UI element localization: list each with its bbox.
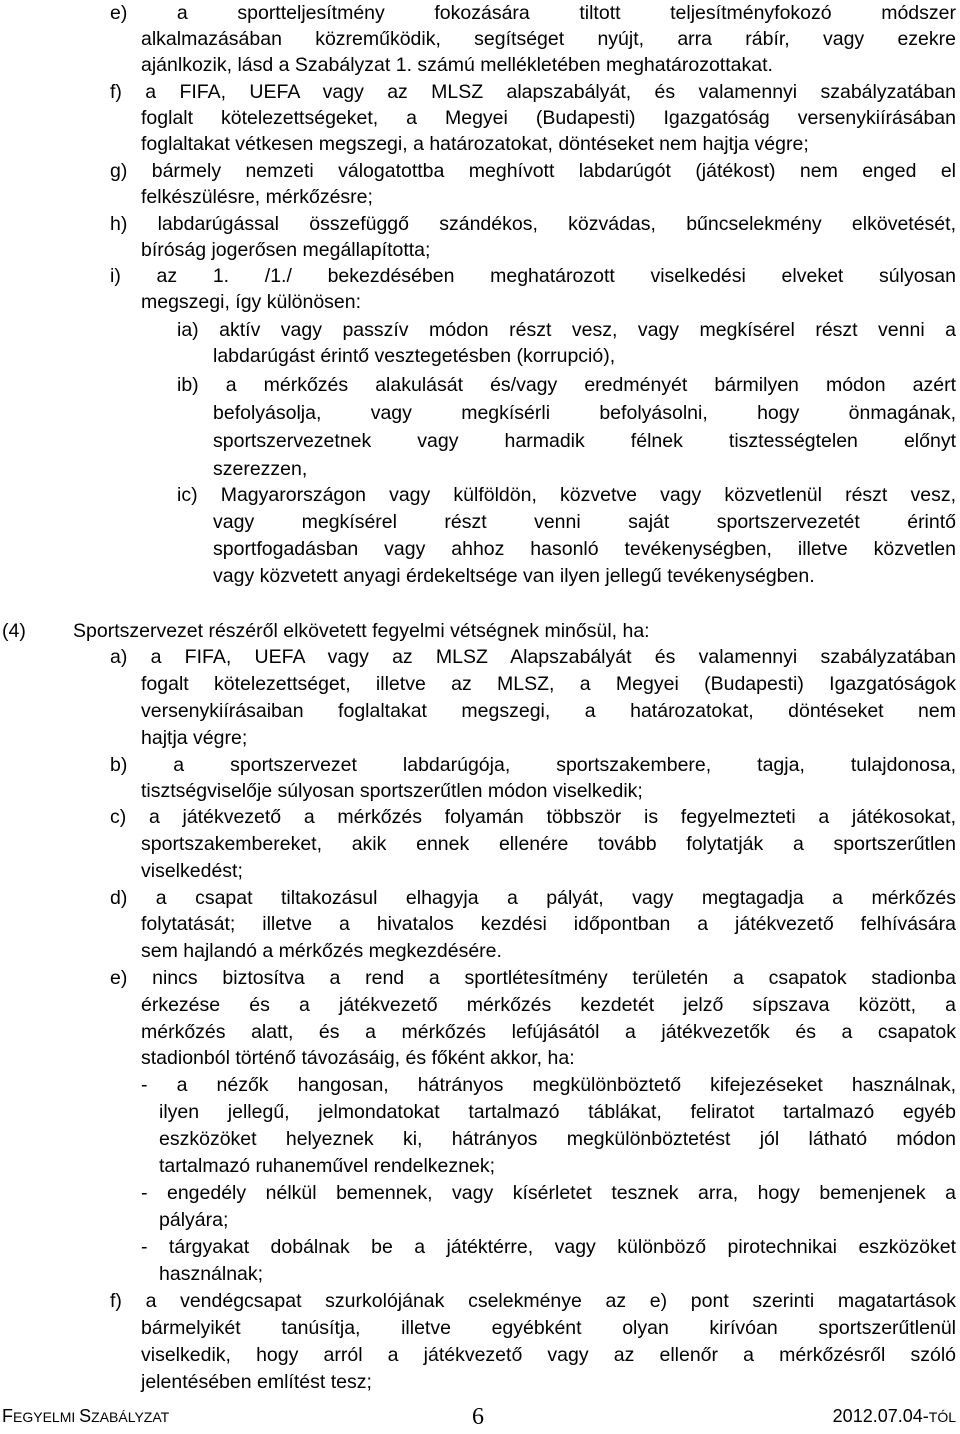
text-line: f) a FIFA, UEFA vagy az MLSZ alapszabályát, és valamennyi szabályzatában <box>110 81 956 103</box>
text-line: ia) aktív vagy passzív módon részt vesz, vagy megkísérel részt venni a <box>177 319 956 341</box>
text-line: bíróság jogerősen megállapította; <box>141 239 431 261</box>
text-line: alkalmazásában közreműködik, segítséget nyújt, arra rábír, vagy ezekre <box>141 28 956 50</box>
text-line: - engedély nélkül bemennek, vagy kísérletet tesznek arra, hogy bemenjenek a <box>141 1182 956 1204</box>
text-line: befolyásolja, vagy megkísérli befolyásolni, hogy önmagának, <box>213 402 956 424</box>
text-line: használnak; <box>159 1263 264 1285</box>
text-line: c) a játékvezető a mérkőzés folyamán többször is fegyelmezteti a játékosokat, <box>110 806 956 828</box>
text-line: (4) <box>2 620 26 642</box>
text-line: ic) Magyarországon vagy külföldön, közvetve vagy közvetlenül részt vesz, <box>177 484 956 506</box>
text-line: folytatását; illetve a hivatalos kezdési időpontban a játékvezető felhívására <box>141 913 956 935</box>
text-line: sportszakembereket, akik ennek ellenére tovább folytatják a sportszerűtlen <box>141 833 956 855</box>
text-line: g) bármely nemzeti válogatottba meghívott labdarúgót (játékost) nem enged el <box>110 160 956 182</box>
text-line: labdarúgást érintő vesztegetésben (korrupció), <box>213 345 616 367</box>
text-line: d) a csapat tiltakozásul elhagyja a pályát, vagy megtagadja a mérkőzés <box>110 887 956 909</box>
text-line: foglalt kötelezettségeket, a Megyei (Budapesti) Igazgatóság versenykiírásában <box>141 107 956 129</box>
text-line: ib) a mérkőzés alakulását és/vagy eredményét bármilyen módon azért <box>177 374 956 396</box>
text-line: szerezzen, <box>213 458 308 480</box>
text-line: vagy közvetett anyagi érdekeltsége van ilyen jellegű tevékenységben. <box>213 565 815 587</box>
footer-title-cap2: S <box>79 1406 92 1426</box>
text-line: vagy megkísérel részt venni saját sportszervezetét érintő <box>213 511 956 533</box>
text-line: e) a sportteljesítmény fokozására tiltott teljesítményfokozó módszer <box>110 2 956 24</box>
text-line: versenykiírásaiban foglaltakat megszegi, a határozatokat, döntéseket nem <box>141 700 956 722</box>
text-line: i) az 1. /1./ bekezdésében meghatározott viselkedési elveket súlyosan <box>110 265 956 287</box>
text-line: f) a vendégcsapat szurkolójának cselekménye az e) pont szerinti magatartások <box>110 1290 956 1312</box>
text-line: érkezése és a játékvezető mérkőzés kezdetét jelző sípszava között, a <box>141 994 956 1016</box>
footer-title-rest2: ZABÁLYZAT <box>91 1409 170 1425</box>
text-line: - a nézők hangosan, hátrányos megkülönböztető kifejezéseket használnak, <box>141 1074 956 1096</box>
text-line: sportszervezetnek vagy harmadik félnek tisztességtelen előnyt <box>213 430 956 452</box>
text-line: ajánlkozik, lásd a Szabályzat 1. számú mellékletében meghatározottakat. <box>141 54 773 76</box>
text-line: tisztségviselője súlyosan sportszerűtlen módon viselkedik; <box>141 780 643 802</box>
text-line: eszközöket helyeznek ki, hátrányos megkülönböztetést jól látható módon <box>159 1128 956 1150</box>
text-line: - tárgyakat dobálnak be a játéktérre, vagy különböző pirotechnikai eszközöket <box>141 1236 956 1258</box>
text-line: tartalmazó ruhaneművel rendelkeznek; <box>159 1155 496 1177</box>
text-line: a) a FIFA, UEFA vagy az MLSZ Alapszabályát és valamennyi szabályzatában <box>110 646 956 668</box>
footer-title-rest1: EGYELMI <box>13 1409 80 1425</box>
text-line: sem hajlandó a mérkőzés megkezdésére. <box>141 940 502 962</box>
text-line: foglaltakat vétkesen megszegi, a határozatokat, döntéseket nem hajtja végre; <box>141 133 809 155</box>
footer-title-cap1: F <box>2 1406 13 1426</box>
footer-date-suffix: TÓL <box>928 1409 956 1425</box>
text-line: pályára; <box>159 1209 229 1231</box>
text-line: viselkedik, hogy arról a játékvezető vagy az ellenőr a mérkőzésről szóló <box>141 1344 956 1366</box>
text-line: felkészülésre, mérkőzésre; <box>141 186 373 208</box>
footer-date-main: 2012.07.04- <box>832 1406 929 1426</box>
text-line: e) nincs biztosítva a rend a sportlétesítmény területén a csapatok stadionba <box>110 967 956 989</box>
text-line: mérkőzés alatt, és a mérkőzés lefújásától a játékvezetők és a csapatok <box>141 1021 956 1043</box>
text-line: hajtja végre; <box>141 727 248 749</box>
text-line: megszegi, így különösen: <box>141 291 362 313</box>
text-line: stadionból történő távozásáig, és főként akkor, ha: <box>141 1047 575 1069</box>
text-line: jelentésében említést tesz; <box>141 1371 372 1393</box>
footer-date <box>833 1406 956 1427</box>
text-line: h) labdarúgással összefüggő szándékos, közvádas, bűncselekmény elkövetését, <box>110 213 956 235</box>
text-line: fogalt kötelezettséget, illetve az MLSZ, a Megyei (Budapesti) Igazgatóságok <box>141 673 956 695</box>
text-line: sportfogadásban vagy ahhoz hasonló tevékenységben, illetve közvetlen <box>213 538 956 560</box>
text-line: ilyen jellegű, jelmondatokat tartalmazó táblákat, feliratot tartalmazó egyéb <box>159 1101 956 1123</box>
text-line: viselkedést; <box>141 860 243 882</box>
page-number: 6 <box>472 1404 484 1430</box>
text-line: Sportszervezet részéről elkövetett fegyelmi vétségnek minősül, ha: <box>73 620 650 642</box>
text-line: bármelyikét tanúsítja, illetve egyébként olyan kirívóan sportszerűtlenül <box>141 1317 956 1339</box>
text-line: b) a sportszervezet labdarúgója, sportszakembere, tagja, tulajdonosa, <box>110 754 956 776</box>
footer-title <box>2 1406 169 1427</box>
